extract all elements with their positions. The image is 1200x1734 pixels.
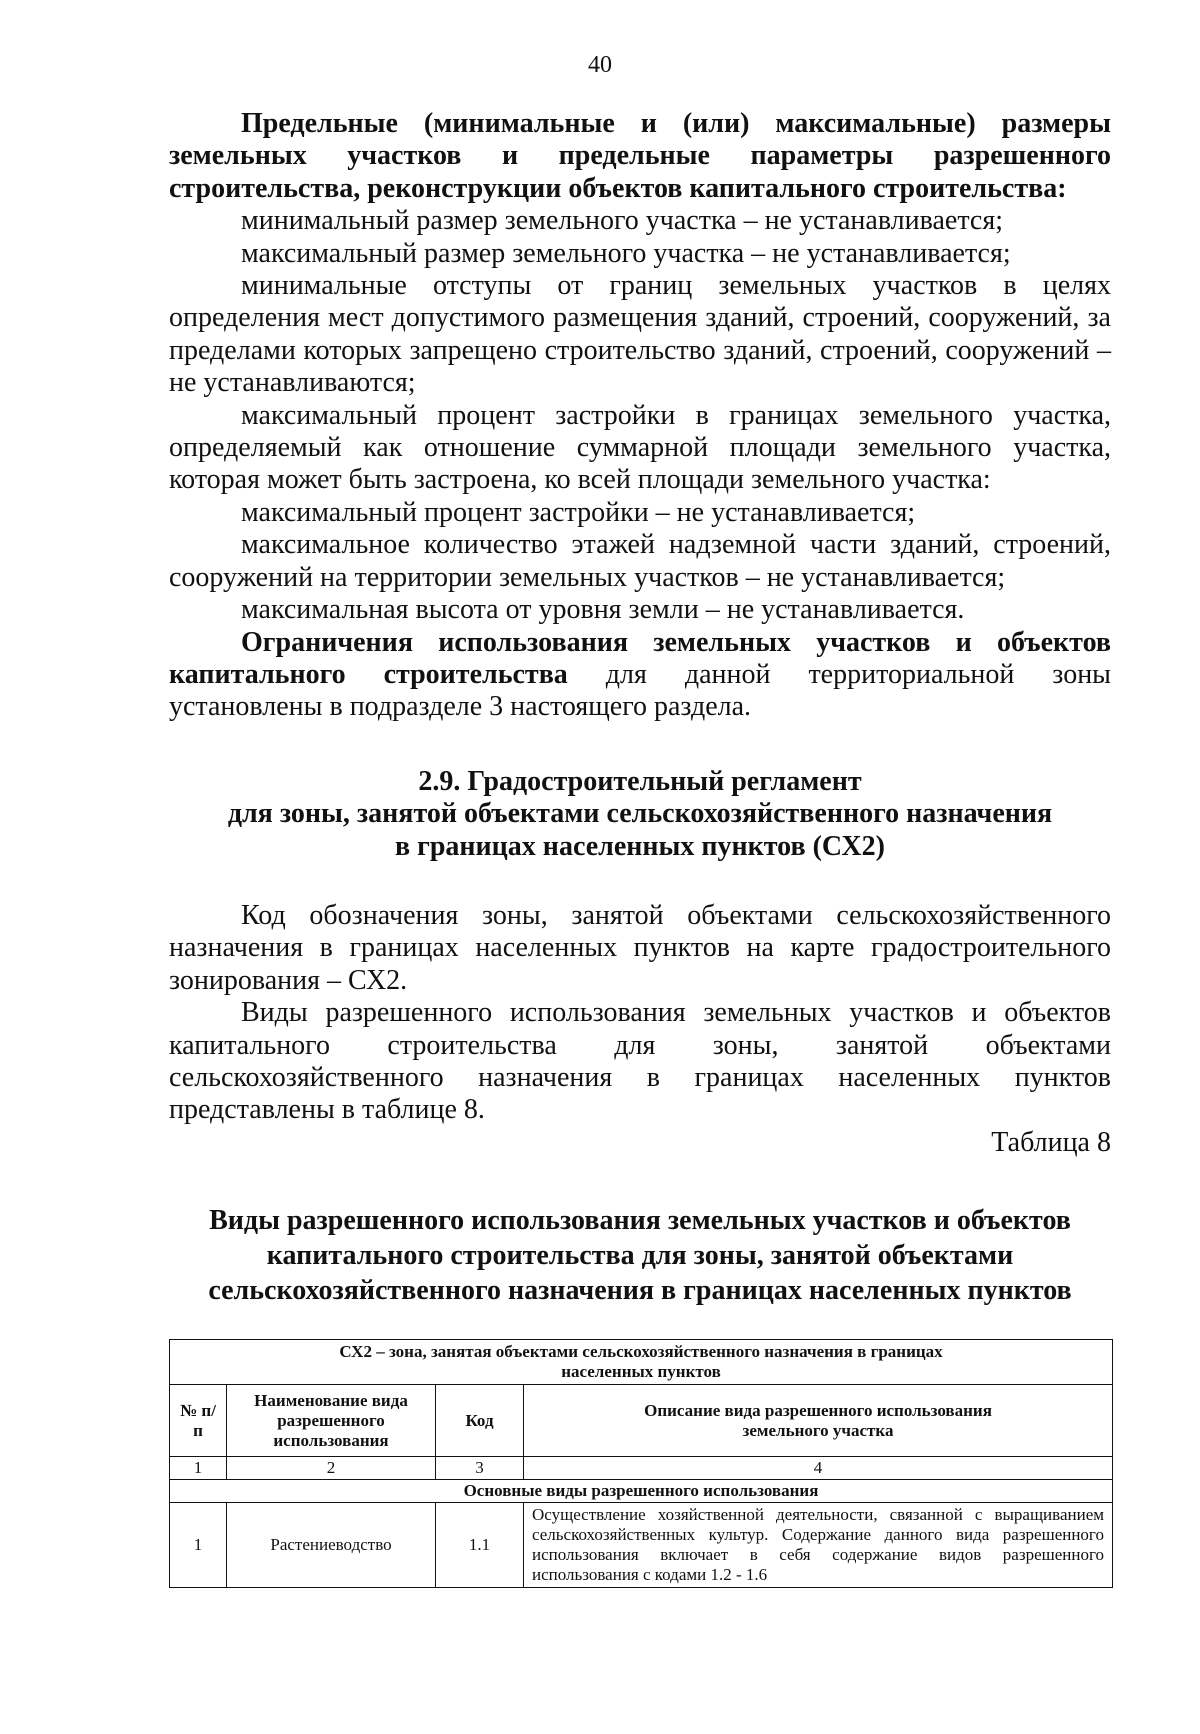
col-header-name: Наименование вида разрешенного использования	[227, 1385, 436, 1457]
limit-item: максимальное количество этажей надземной части зданий, строений, сооружений на территории земельных участков – не устанавливается;	[169, 529, 1111, 593]
limit-item: минимальный размер земельного участка – не устанавливается;	[241, 205, 1004, 237]
limit-item: максимальный процент застройки в границах земельного участка, определяемый как отношение суммарной площади земельного участка, которая может быть застроена, ко всей площади земельного участка:	[169, 399, 1111, 496]
restrictions-paragraph	[169, 627, 1111, 724]
table-row	[170, 1503, 1113, 1588]
table-label: Таблица 8	[991, 1126, 1111, 1158]
types-paragraph: Виды разрешенного использования земельных участков и объектов капитального строительства для зоны, занятой объектами сельскохозяйственного назначения в границах населенных пунктов представлены в таблице 8.	[169, 997, 1111, 1126]
column-number: 3	[436, 1457, 524, 1480]
row-use-name: Растениеводство	[227, 1503, 436, 1588]
section-heading	[169, 766, 1111, 863]
section-row-basic: Основные виды разрешенного использования	[170, 1480, 1113, 1503]
row-number: 1	[170, 1503, 227, 1588]
zone-header: СХ2 – зона, занятая объектами сельскохозяйственного назначения в границах населенных пунктов	[170, 1340, 1113, 1385]
column-number: 4	[524, 1457, 1113, 1480]
page-number: 40	[588, 52, 612, 78]
col-header-description: Описание вида разрешенного использования земельного участка	[524, 1385, 1113, 1457]
limit-item: минимальные отступы от границ земельных участков в целях определения мест допустимого размещения зданий, строений, сооружений, за пределами которых запрещено строительство зданий, строений, сооружений – не устанавливаются;	[169, 270, 1111, 399]
permitted-use-table	[169, 1339, 1113, 1588]
row-description: Осуществление хозяйственной деятельности, связанной с выращиванием сельскохозяйственных культур. Содержание данного вида разрешенного использования включает в себя содержание видов разрешенного использования с кодами 1.2 - 1.6	[524, 1503, 1113, 1588]
section-heading-line: для зоны, занятой объектами сельскохозяйственного назначения	[227, 798, 1053, 830]
section-heading-line: в границах населенных пунктов (СХ2)	[395, 830, 885, 862]
column-number: 2	[227, 1457, 436, 1480]
col-header-number: № п/п	[170, 1385, 227, 1457]
restrictions-bold: Ограничения использования земельных участков и объектов капитального строительства	[169, 626, 1111, 690]
table-title-line: капитального строительства для зоны, занятой объектами	[266, 1240, 1014, 1272]
limit-item: максимальный процент застройки – не устанавливается;	[241, 496, 916, 528]
table-title-line: Виды разрешенного использования земельных участков и объектов	[209, 1205, 1071, 1237]
col-header-code: Код	[436, 1385, 524, 1457]
page-content	[169, 108, 1111, 1588]
restrictions-rest: для данной территориальной зоны установлены в подразделе 3 настоящего раздела.	[169, 658, 1111, 723]
section-heading-line: 2.9. Градостроительный регламент	[418, 765, 862, 797]
column-number: 1	[170, 1457, 227, 1480]
code-paragraph: Код обозначения зоны, занятой объектами сельскохозяйственного назначения в границах населенных пунктов на карте градостроительного зонирования – СХ2.	[169, 899, 1111, 996]
limits-heading: Предельные (минимальные и (или) максимальные) размеры земельных участков и предельные параметры разрешенного строительства, реконструкции объектов капитального строительства:	[169, 108, 1111, 204]
limit-item: максимальная высота от уровня земли – не устанавливается.	[241, 594, 965, 626]
table-title-line: сельскохозяйственного назначения в границах населенных пунктов	[208, 1275, 1072, 1307]
limit-item: максимальный размер земельного участка – не устанавливается;	[241, 237, 1011, 269]
row-code: 1.1	[436, 1503, 524, 1588]
table-title	[169, 1203, 1111, 1308]
